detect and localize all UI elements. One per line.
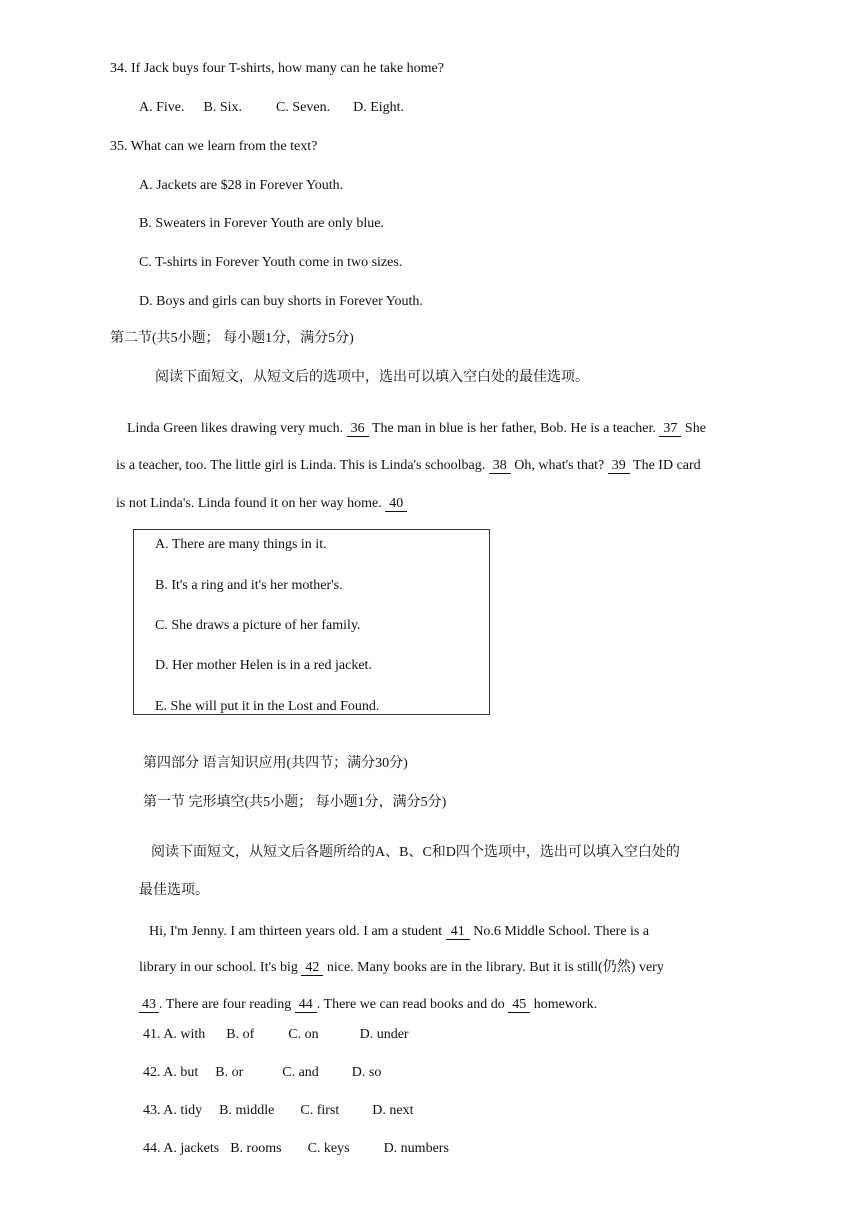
box-option-a: A. There are many things in it. [155,537,327,552]
part-4-instruction-line-2: 最佳选项。 [139,883,209,898]
section-2-heading: 第二节(共5小题； 每小题1分，满分5分) [110,331,354,346]
question-35-option-c: C. T-shirts in Forever Youth come in two sizes. [139,255,403,270]
question-44-options: 44. A. jackets B. rooms C. keys D. numbers [143,1141,449,1156]
blank-42: 42 [301,961,323,976]
option-b: B. Six. [203,100,243,115]
passage-2-line-3: 43 . There are four reading 44 . There we can read books and do 45 homework. [139,996,597,1014]
box-option-c: C. She draws a picture of her family. [155,618,361,633]
option-d: D. Eight. [353,100,405,115]
blank-45: 45 [508,998,530,1013]
blank-43: 43 [139,998,159,1013]
passage-1-line-1: Linda Green likes drawing very much. 36 The man in blue is her father, Bob. He is a teacher. 37 She [127,421,706,436]
blank-44: 44 [295,998,317,1013]
part-4-heading: 第四部分 语言知识应用(共四节；满分30分) [143,756,408,771]
blank-39: 39 [608,459,630,474]
question-34-options [139,99,404,117]
passage-1-line-3: is not Linda's. Linda found it on her way home. 40 [116,495,407,513]
question-42-options: 42. A. but B. or C. and D. so [143,1065,382,1080]
passage-2-line-1: Hi, I'm Jenny. I am thirteen years old. I am a student 41 No.6 Middle School. There is a [149,924,650,939]
box-option-d: D. Her mother Helen is in a red jacket. [155,658,372,673]
question-35-option-d: D. Boys and girls can buy shorts in Forever Youth. [139,294,423,309]
passage-2-line-2: library in our school. It's big 42 nice. Many books are in the library. But it is still(仍然) very [139,960,664,975]
options-box [133,529,490,715]
question-35-option-a: A. Jackets are $28 in Forever Youth. [139,178,344,193]
option-a: A. Five. [139,100,185,115]
question-43-options: 43. A. tidy B. middle C. first D. next [143,1103,414,1118]
question-34-stem: 34. If Jack buys four T-shirts, how many can he take home? [110,61,444,76]
box-option-e: E. She will put it in the Lost and Found. [155,699,380,714]
box-option-b: B. It's a ring and it's her mother's. [155,578,343,593]
blank-36: 36 [347,422,369,437]
passage-1-line-2: is a teacher, too. The little girl is Linda. This is Linda's schoolbag. 38 Oh, what's that? 39 The ID card [116,458,701,473]
part-4-section-1-heading: 第一节 完形填空(共5小题； 每小题1分，满分5分) [143,795,447,810]
blank-41: 41 [446,925,470,940]
blank-40: 40 [385,497,407,512]
option-c: C. Seven. [276,100,331,115]
question-41-options: 41. A. with B. of C. on D. under [143,1027,409,1042]
question-35-option-b: B. Sweaters in Forever Youth are only blue. [139,216,384,231]
question-35-stem: 35. What can we learn from the text? [110,139,318,154]
section-2-instruction: 阅读下面短文，从短文后的选项中，选出可以填入空白处的最佳选项。 [155,370,589,385]
blank-38: 38 [489,459,511,474]
blank-37: 37 [659,422,681,437]
part-4-instruction-line-1: 阅读下面短文，从短文后各题所给的A、B、C和D四个选项中，选出可以填入空白处的 [151,845,680,860]
